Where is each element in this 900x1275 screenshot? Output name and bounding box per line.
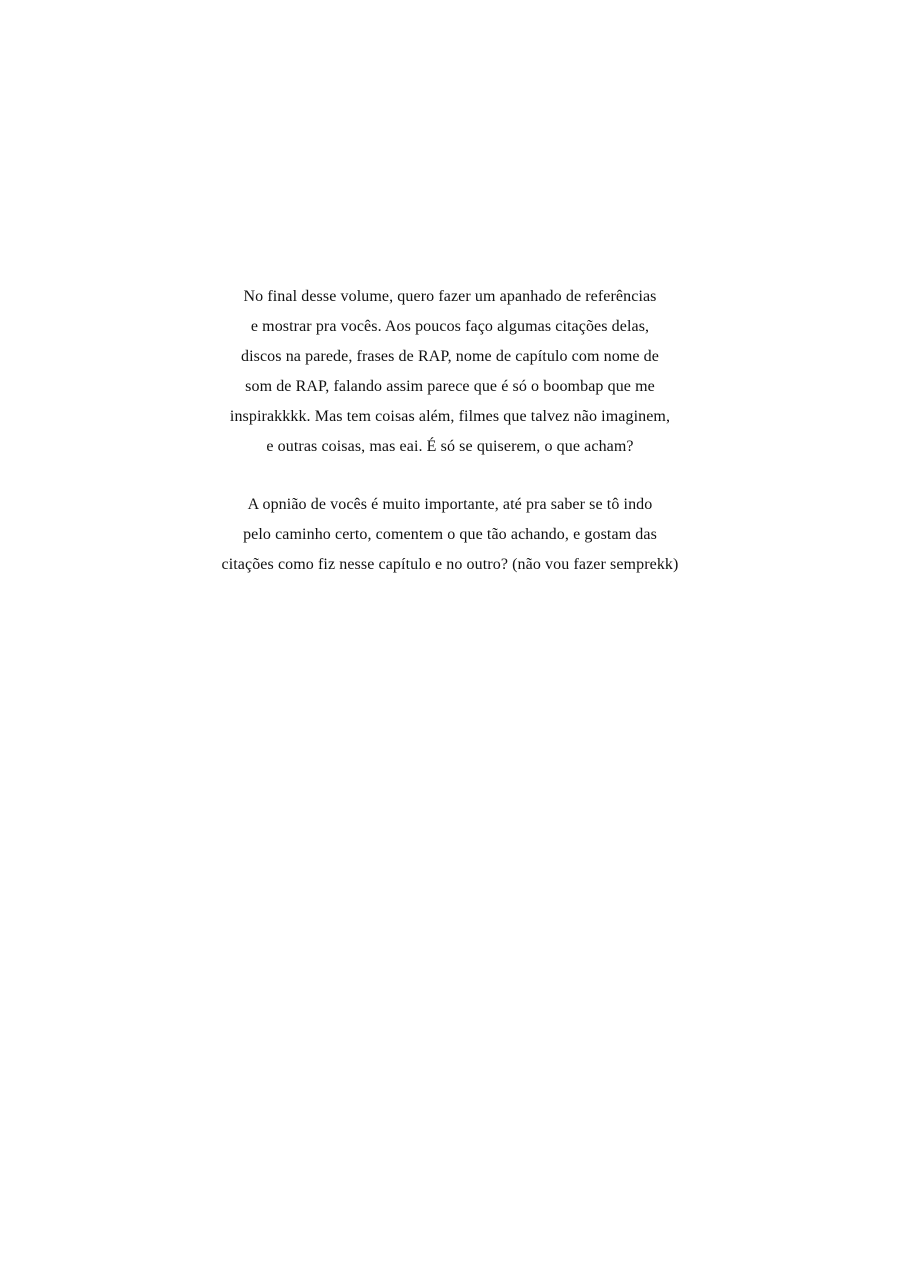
paragraph-line: som de RAP, falando assim parece que é só o boombap que me	[245, 378, 655, 395]
paragraph-line: A opnião de vocês é muito importante, até pra saber se tô indo	[247, 496, 653, 513]
paragraph-line: No final desse volume, quero fazer um apanhado de referências	[243, 288, 657, 305]
paragraph-line: e outras coisas, mas eai. É só se quiserem, o que acham?	[266, 438, 634, 455]
paragraph-line: pelo caminho certo, comentem o que tão achando, e gostam das	[243, 526, 657, 543]
paragraph-opinion	[0, 490, 900, 580]
paragraph-line: inspirakkkk. Mas tem coisas além, filmes que talvez não imaginem,	[229, 408, 671, 425]
paragraph-references	[0, 282, 900, 462]
paragraph-line: citações como fiz nesse capítulo e no outro? (não vou fazer semprekk)	[221, 556, 679, 573]
paragraph-line: discos na parede, frases de RAP, nome de capítulo com nome de	[241, 348, 659, 365]
paragraph-line: e mostrar pra vocês. Aos poucos faço algumas citações delas,	[250, 318, 650, 335]
